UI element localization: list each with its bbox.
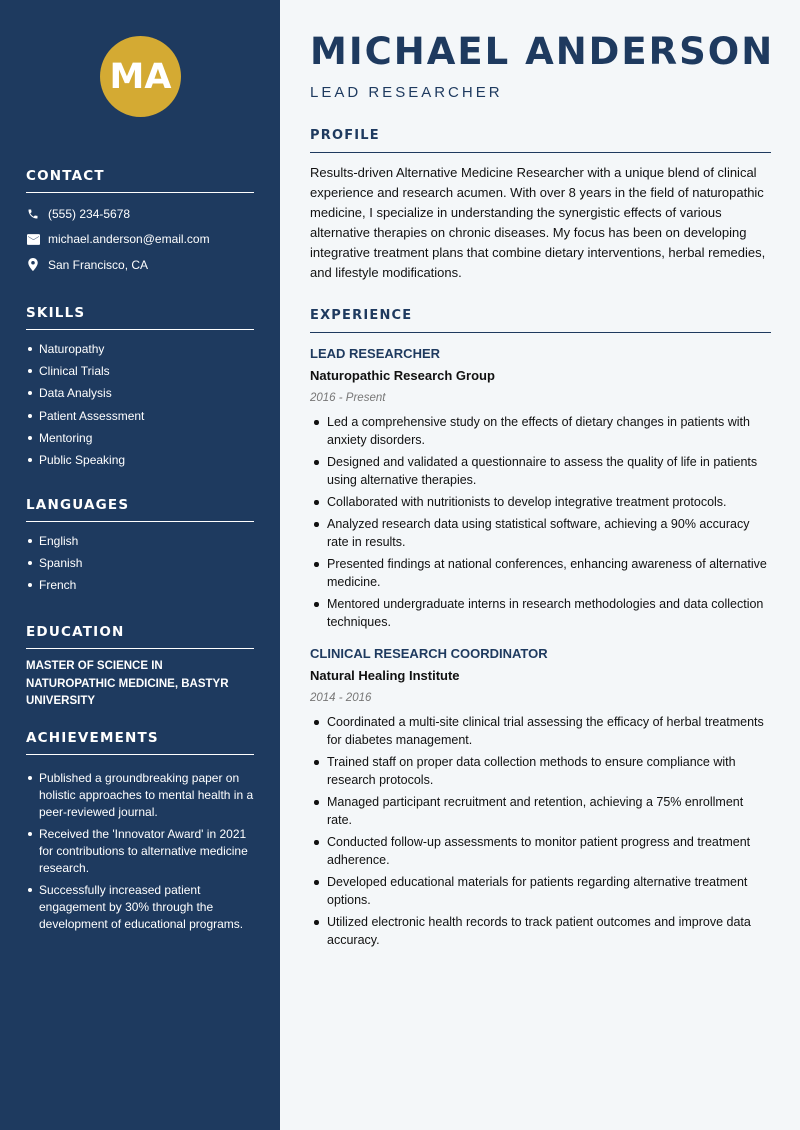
job-title: LEAD RESEARCHER: [310, 346, 441, 361]
email-text: michael.anderson@email.com: [48, 232, 210, 247]
achievement-item: Received the 'Innovator Award' in 2021 for contributions to alternative medicine research.: [26, 826, 254, 877]
contact-heading: CONTACT: [26, 168, 254, 193]
job-bullet: Designed and validated a questionnaire to assess the quality of life in patients using alternative therapies.: [310, 453, 771, 489]
profile-heading: PROFILE: [310, 128, 771, 153]
location-pin-icon: [26, 258, 40, 272]
language-item: English: [26, 533, 254, 555]
skills-section: [26, 305, 254, 474]
languages-list: [26, 533, 254, 600]
skills-list: [26, 341, 254, 474]
job-bullet: Led a comprehensive study on the effects of dietary changes in patients with anxiety disorders.: [310, 413, 771, 449]
job-bullet: Managed participant recruitment and retention, achieving a 75% enrollment rate.: [310, 793, 771, 829]
job-bullet: Developed educational materials for patients regarding alternative treatment options.: [310, 873, 771, 909]
experience-heading: EXPERIENCE: [310, 308, 771, 333]
experience-section: [310, 308, 771, 953]
job-entry: [310, 343, 771, 631]
contact-phone[interactable]: [26, 201, 254, 227]
contact-location: [26, 252, 254, 278]
language-item: Spanish: [26, 555, 254, 577]
avatar: MA: [100, 36, 181, 117]
job-bullet: Coordinated a multi-site clinical trial assessing the efficacy of herbal treatments for diabetes management.: [310, 713, 771, 749]
location-text: San Francisco, CA: [48, 257, 149, 272]
job-title: CLINICAL RESEARCH COORDINATOR: [310, 646, 548, 661]
job-bullet: Conducted follow-up assessments to monitor patient progress and treatment adherence.: [310, 833, 771, 869]
email-icon: [26, 232, 40, 246]
education-text: MASTER OF SCIENCE IN NATUROPATHIC MEDICINE, BASTYR UNIVERSITY: [26, 660, 229, 707]
contact-email[interactable]: [26, 227, 254, 253]
job-bullet: Presented findings at national conferences, enhancing awareness of alternative medicine.: [310, 555, 771, 591]
job-bullet: Utilized electronic health records to track patient outcomes and improve data accuracy.: [310, 913, 771, 949]
job-company: Naturopathic Research Group: [310, 368, 495, 383]
job-dates: 2016 - Present: [310, 392, 386, 404]
education-heading: EDUCATION: [26, 624, 254, 649]
job-entry: [310, 643, 771, 949]
job-dates: 2014 - 2016: [310, 692, 372, 704]
achievement-item: Successfully increased patient engagement by 30% through the development of educational programs.: [26, 882, 254, 933]
skill-item: Public Speaking: [26, 452, 254, 474]
contact-section: [26, 168, 254, 278]
profile-text: Results-driven Alternative Medicine Researcher with a unique blend of clinical experience and research acumen. With over 8 years in the field of naturopathic medicine, I specialize in understanding the synergistic effects of various alternative therapies on chronic diseases. My focus has been on developing integrative treatment plans that combine dietary interventions, herbal remedies, and lifestyle modifications.: [310, 165, 766, 280]
education-section: [26, 624, 254, 711]
job-bullet: Trained staff on proper data collection methods to ensure compliance with research protocols.: [310, 753, 771, 789]
job-bullet: Collaborated with nutritionists to develop integrative treatment protocols.: [310, 493, 771, 511]
sidebar: [0, 0, 280, 1130]
job-bullet: Analyzed research data using statistical software, achieving a 90% accuracy rate in results.: [310, 515, 771, 551]
candidate-name: MICHAEL ANDERSON: [310, 30, 775, 73]
achievement-item: Published a groundbreaking paper on holistic approaches to mental health in a peer-reviewed journal.: [26, 770, 254, 821]
skill-item: Data Analysis: [26, 385, 254, 407]
skill-item: Mentoring: [26, 430, 254, 452]
skill-item: Clinical Trials: [26, 363, 254, 385]
languages-section: [26, 497, 254, 600]
profile-section: [310, 128, 771, 283]
phone-text: (555) 234-5678: [48, 206, 131, 221]
skills-heading: SKILLS: [26, 305, 254, 330]
achievements-section: [26, 730, 254, 938]
job-bullets: [310, 713, 771, 949]
achievements-list: [26, 770, 254, 933]
phone-icon: [26, 207, 40, 221]
achievements-heading: ACHIEVEMENTS: [26, 730, 254, 755]
job-company: Natural Healing Institute: [310, 668, 460, 683]
job-bullets: [310, 413, 771, 631]
skill-item: Naturopathy: [26, 341, 254, 363]
language-item: French: [26, 577, 254, 599]
candidate-role: LEAD RESEARCHER: [310, 84, 503, 101]
languages-heading: LANGUAGES: [26, 497, 254, 522]
job-bullet: Mentored undergraduate interns in research methodologies and data collection techniques.: [310, 595, 771, 631]
skill-item: Patient Assessment: [26, 408, 254, 430]
